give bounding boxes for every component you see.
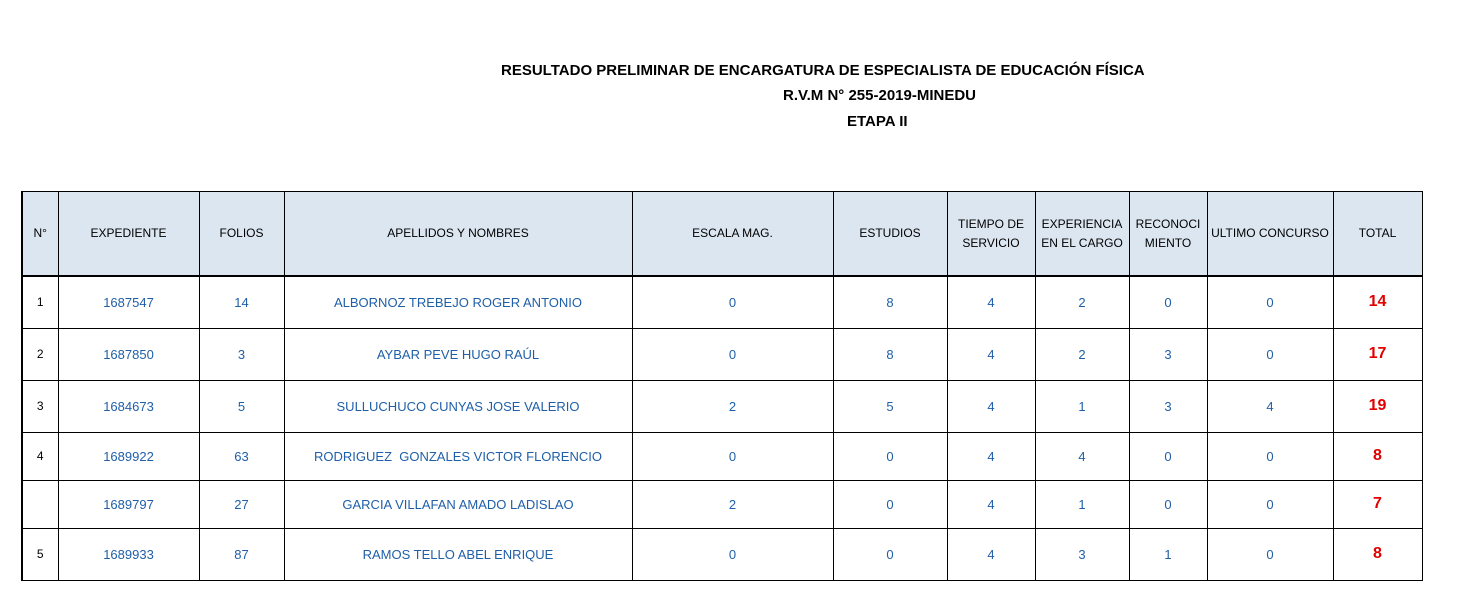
experiencia-cell: 2: [1035, 328, 1129, 380]
row-number: [22, 480, 58, 528]
column-header-total: TOTAL: [1333, 192, 1422, 277]
expediente-cell: 1689933: [58, 528, 199, 580]
tiempo-cell: 4: [947, 380, 1035, 432]
estudios-cell: 8: [833, 276, 947, 328]
row-number: 1: [22, 276, 58, 328]
total-cell: 19: [1333, 380, 1422, 432]
tiempo-cell: 4: [947, 328, 1035, 380]
name-cell: RAMOS TELLO ABEL ENRIQUE: [284, 528, 632, 580]
column-header-reconocimiento: RECONOCI MIENTO: [1129, 192, 1207, 277]
estudios-cell: 0: [833, 432, 947, 480]
reconocimiento-cell: 3: [1129, 380, 1207, 432]
table-header: [22, 192, 1422, 277]
experiencia-cell: 4: [1035, 432, 1129, 480]
folios-cell: 3: [199, 328, 284, 380]
reconocimiento-cell: 0: [1129, 432, 1207, 480]
name-cell: SULLUCHUCO CUNYAS JOSE VALERIO: [284, 380, 632, 432]
tiempo-cell: 4: [947, 276, 1035, 328]
total-cell: 17: [1333, 328, 1422, 380]
table-body: [22, 276, 1422, 580]
tiempo-cell: 4: [947, 528, 1035, 580]
table-row: [22, 328, 1422, 380]
estudios-cell: 0: [833, 528, 947, 580]
column-header-estudios: ESTUDIOS: [833, 192, 947, 277]
tiempo-cell: 4: [947, 480, 1035, 528]
results-table: [21, 191, 1423, 581]
table-row: [22, 480, 1422, 528]
escala-cell: 0: [632, 328, 833, 380]
resolution-number: R.V.M N° 255-2019-MINEDU: [783, 87, 977, 104]
total-cell: 8: [1333, 528, 1422, 580]
folios-cell: 27: [199, 480, 284, 528]
estudios-cell: 0: [833, 480, 947, 528]
expediente-cell: 1684673: [58, 380, 199, 432]
tiempo-cell: 4: [947, 432, 1035, 480]
column-header-experiencia: EXPERIENCIA EN EL CARGO: [1035, 192, 1129, 277]
table-row: [22, 380, 1422, 432]
total-cell: 8: [1333, 432, 1422, 480]
experiencia-cell: 3: [1035, 528, 1129, 580]
folios-cell: 63: [199, 432, 284, 480]
concurso-cell: 0: [1207, 480, 1333, 528]
escala-cell: 2: [632, 480, 833, 528]
concurso-cell: 0: [1207, 328, 1333, 380]
expediente-cell: 1687547: [58, 276, 199, 328]
total-cell: 7: [1333, 480, 1422, 528]
name-cell: ALBORNOZ TREBEJO ROGER ANTONIO: [284, 276, 632, 328]
escala-cell: 0: [632, 432, 833, 480]
estudios-cell: 8: [833, 328, 947, 380]
concurso-cell: 0: [1207, 276, 1333, 328]
column-header-tiempo: TIEMPO DE SERVICIO: [947, 192, 1035, 277]
column-header-nombres: APELLIDOS Y NOMBRES: [284, 192, 632, 277]
folios-cell: 14: [199, 276, 284, 328]
expediente-cell: 1689797: [58, 480, 199, 528]
table-row: [22, 432, 1422, 480]
escala-cell: 0: [632, 276, 833, 328]
column-header-expediente: EXPEDIENTE: [58, 192, 199, 277]
reconocimiento-cell: 1: [1129, 528, 1207, 580]
name-cell: RODRIGUEZ GONZALES VICTOR FLORENCIO: [284, 432, 632, 480]
reconocimiento-cell: 3: [1129, 328, 1207, 380]
experiencia-cell: 1: [1035, 380, 1129, 432]
document-title: RESULTADO PRELIMINAR DE ENCARGATURA DE ESPECIALISTA DE EDUCACIÓN FÍSICA: [501, 62, 1145, 79]
escala-cell: 2: [632, 380, 833, 432]
folios-cell: 87: [199, 528, 284, 580]
expediente-cell: 1687850: [58, 328, 199, 380]
concurso-cell: 0: [1207, 432, 1333, 480]
escala-cell: 0: [632, 528, 833, 580]
column-header-escala: ESCALA MAG.: [632, 192, 833, 277]
column-header-folios: FOLIOS: [199, 192, 284, 277]
concurso-cell: 0: [1207, 528, 1333, 580]
folios-cell: 5: [199, 380, 284, 432]
name-cell: GARCIA VILLAFAN AMADO LADISLAO: [284, 480, 632, 528]
estudios-cell: 5: [833, 380, 947, 432]
column-header-n: N°: [22, 192, 58, 277]
reconocimiento-cell: 0: [1129, 276, 1207, 328]
total-cell: 14: [1333, 276, 1422, 328]
expediente-cell: 1689922: [58, 432, 199, 480]
stage-label: ETAPA II: [847, 113, 908, 130]
column-header-concurso: ULTIMO CONCURSO: [1207, 192, 1333, 277]
row-number: 3: [22, 380, 58, 432]
experiencia-cell: 1: [1035, 480, 1129, 528]
concurso-cell: 4: [1207, 380, 1333, 432]
header-row: [22, 192, 1422, 277]
table-row: [22, 528, 1422, 580]
row-number: 2: [22, 328, 58, 380]
name-cell: AYBAR PEVE HUGO RAÚL: [284, 328, 632, 380]
experiencia-cell: 2: [1035, 276, 1129, 328]
row-number: 4: [22, 432, 58, 480]
table-row: [22, 276, 1422, 328]
row-number: 5: [22, 528, 58, 580]
reconocimiento-cell: 0: [1129, 480, 1207, 528]
